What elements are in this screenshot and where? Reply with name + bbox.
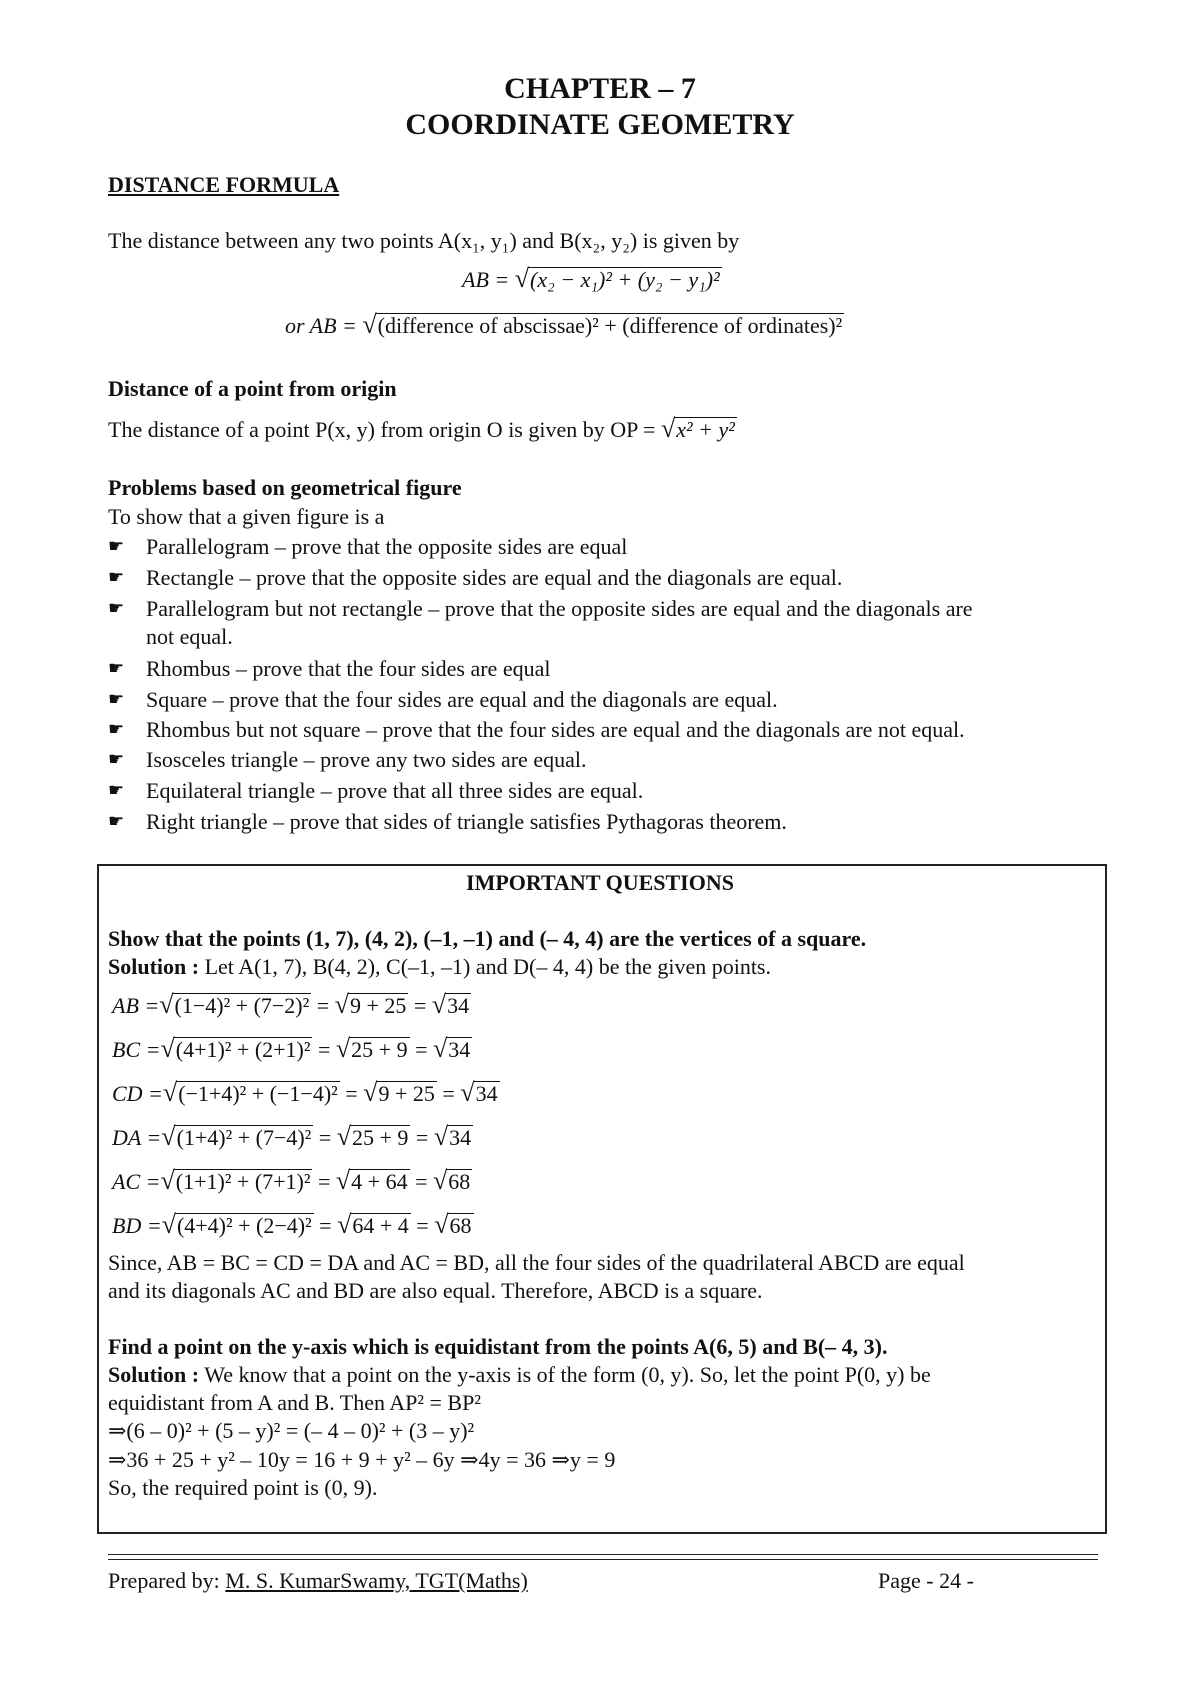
- pointing-hand-icon: ☛: [108, 689, 125, 709]
- list-item: ☛ Rhombus but not square – prove that the four sides are equal and the diagonals are not equal.: [108, 717, 965, 742]
- sqrt-symbol: √: [362, 310, 377, 339]
- pointing-hand-icon: ☛: [108, 536, 125, 556]
- distance-formula-2: [285, 310, 844, 340]
- pointing-hand-icon: ☛: [108, 598, 125, 618]
- origin-heading: Distance of a point from origin: [108, 376, 397, 401]
- footer-divider: [108, 1559, 1098, 1560]
- list-item: ☛ Parallelogram but not rectangle – prove that the opposite sides are equal and the diagonals are: [108, 596, 973, 621]
- formula2-lhs: or AB =: [285, 313, 357, 338]
- list-item: ☛ Equilateral triangle – prove that all three sides are equal.: [108, 778, 644, 803]
- equation-row: BC =√(4+1)² + (2+1)² = √25 + 9 = √34: [112, 1034, 471, 1063]
- question-2-solution-line2: equidistant from A and B. Then AP² = BP²: [108, 1390, 481, 1415]
- important-heading: IMPORTANT QUESTIONS: [466, 870, 734, 895]
- formula1-radicand: (x₂ − x₁)² + (y₂ − y₁)²: [530, 267, 720, 292]
- formula1-lhs: AB =: [462, 267, 510, 292]
- pointing-hand-icon: ☛: [108, 749, 125, 769]
- formula2-radicand: (difference of abscissae)² + (difference of ordinates)²: [377, 313, 843, 338]
- list-item: ☛ Rectangle – prove that the opposite sides are equal and the diagonals are equal.: [108, 565, 843, 590]
- question-1-conclusion-line1: Since, AB = BC = CD = DA and AC = BD, all the four sides of the quadrilateral ABCD are equal: [108, 1250, 965, 1275]
- solution-text: We know that a point on the y-axis is of the form (0, y). So, let the point P(0, y) be: [204, 1362, 931, 1387]
- equation-row: CD =√(−1+4)² + (−1−4)² = √9 + 25 = √34: [112, 1078, 498, 1107]
- solution-label: Solution :: [108, 954, 200, 979]
- origin-radicand: x² + y²: [676, 417, 735, 442]
- solution-text: Let A(1, 7), B(4, 2), C(–1, –1) and D(– 4, 4) be the given points.: [204, 954, 771, 979]
- page-number: Page - 24 -: [878, 1568, 974, 1593]
- question-2-solution: [108, 1362, 931, 1388]
- list-item: ☛ Rhombus – prove that the four sides are equal: [108, 656, 551, 681]
- footer-author: M. S. KumarSwamy, TGT(Maths): [225, 1568, 528, 1593]
- distance-formula-1: [462, 264, 722, 294]
- sqrt-symbol: √: [660, 414, 676, 443]
- question-2-answer: So, the required point is (0, 9).: [108, 1475, 378, 1500]
- pointing-hand-icon: ☛: [108, 719, 125, 739]
- footer-prepared-label: Prepared by:: [108, 1568, 220, 1593]
- pointing-hand-icon: ☛: [108, 780, 125, 800]
- list-item: ☛ Parallelogram – prove that the opposite sides are equal: [108, 534, 628, 559]
- list-item: ☛ Square – prove that the four sides are equal and the diagonals are equal.: [108, 687, 778, 712]
- sqrt-symbol: √: [514, 264, 530, 293]
- question-1: Show that the points (1, 7), (4, 2), (–1, –1) and (– 4, 4) are the vertices of a square.: [108, 926, 867, 951]
- question-1-solution: [108, 954, 771, 980]
- origin-formula: [108, 414, 737, 444]
- solution-label: Solution :: [108, 1362, 200, 1387]
- question-2: Find a point on the y-axis which is equidistant from the points A(6, 5) and B(– 4, 3).: [108, 1334, 888, 1359]
- question-2-step1: ⇒(6 – 0)² + (5 – y)² = (– 4 – 0)² + (3 – y)²: [108, 1418, 475, 1443]
- equation-row: BD =√(4+4)² + (2−4)² = √64 + 4 = √68: [112, 1210, 472, 1239]
- pointing-hand-icon: ☛: [108, 811, 125, 831]
- chapter-title: CHAPTER – 7: [504, 72, 696, 105]
- distance-intro: The distance between any two points A(x₁, y₁) and B(x₂, y₂) is given by: [108, 228, 740, 253]
- equation-row: DA =√(1+4)² + (7−4)² = √25 + 9 = √34: [112, 1122, 472, 1151]
- list-item-continuation: not equal.: [146, 624, 233, 649]
- pointing-hand-icon: ☛: [108, 567, 125, 587]
- distance-formula-heading: DISTANCE FORMULA: [108, 172, 340, 197]
- footer-prepared-by: [108, 1568, 528, 1594]
- pointing-hand-icon: ☛: [108, 658, 125, 678]
- question-1-conclusion-line2: and its diagonals AC and BD are also equal. Therefore, ABCD is a square.: [108, 1278, 763, 1303]
- equation-row: AC =√(1+1)² + (7+1)² = √4 + 64 = √68: [112, 1166, 471, 1195]
- question-2-step2: ⇒36 + 25 + y² – 10y = 16 + 9 + y² – 6y ⇒4y = 36 ⇒y = 9: [108, 1447, 616, 1472]
- figures-heading: Problems based on geometrical figure: [108, 475, 462, 500]
- origin-text: The distance of a point P(x, y) from origin O is given by OP =: [108, 417, 656, 442]
- equation-row: AB =√(1−4)² + (7−2)² = √9 + 25 = √34: [112, 990, 470, 1019]
- figures-intro: To show that a given figure is a: [108, 504, 385, 529]
- footer-divider: [108, 1554, 1098, 1555]
- subject-title: COORDINATE GEOMETRY: [405, 108, 795, 141]
- list-item: ☛ Right triangle – prove that sides of triangle satisfies Pythagoras theorem.: [108, 809, 787, 834]
- list-item: ☛ Isosceles triangle – prove any two sides are equal.: [108, 747, 587, 772]
